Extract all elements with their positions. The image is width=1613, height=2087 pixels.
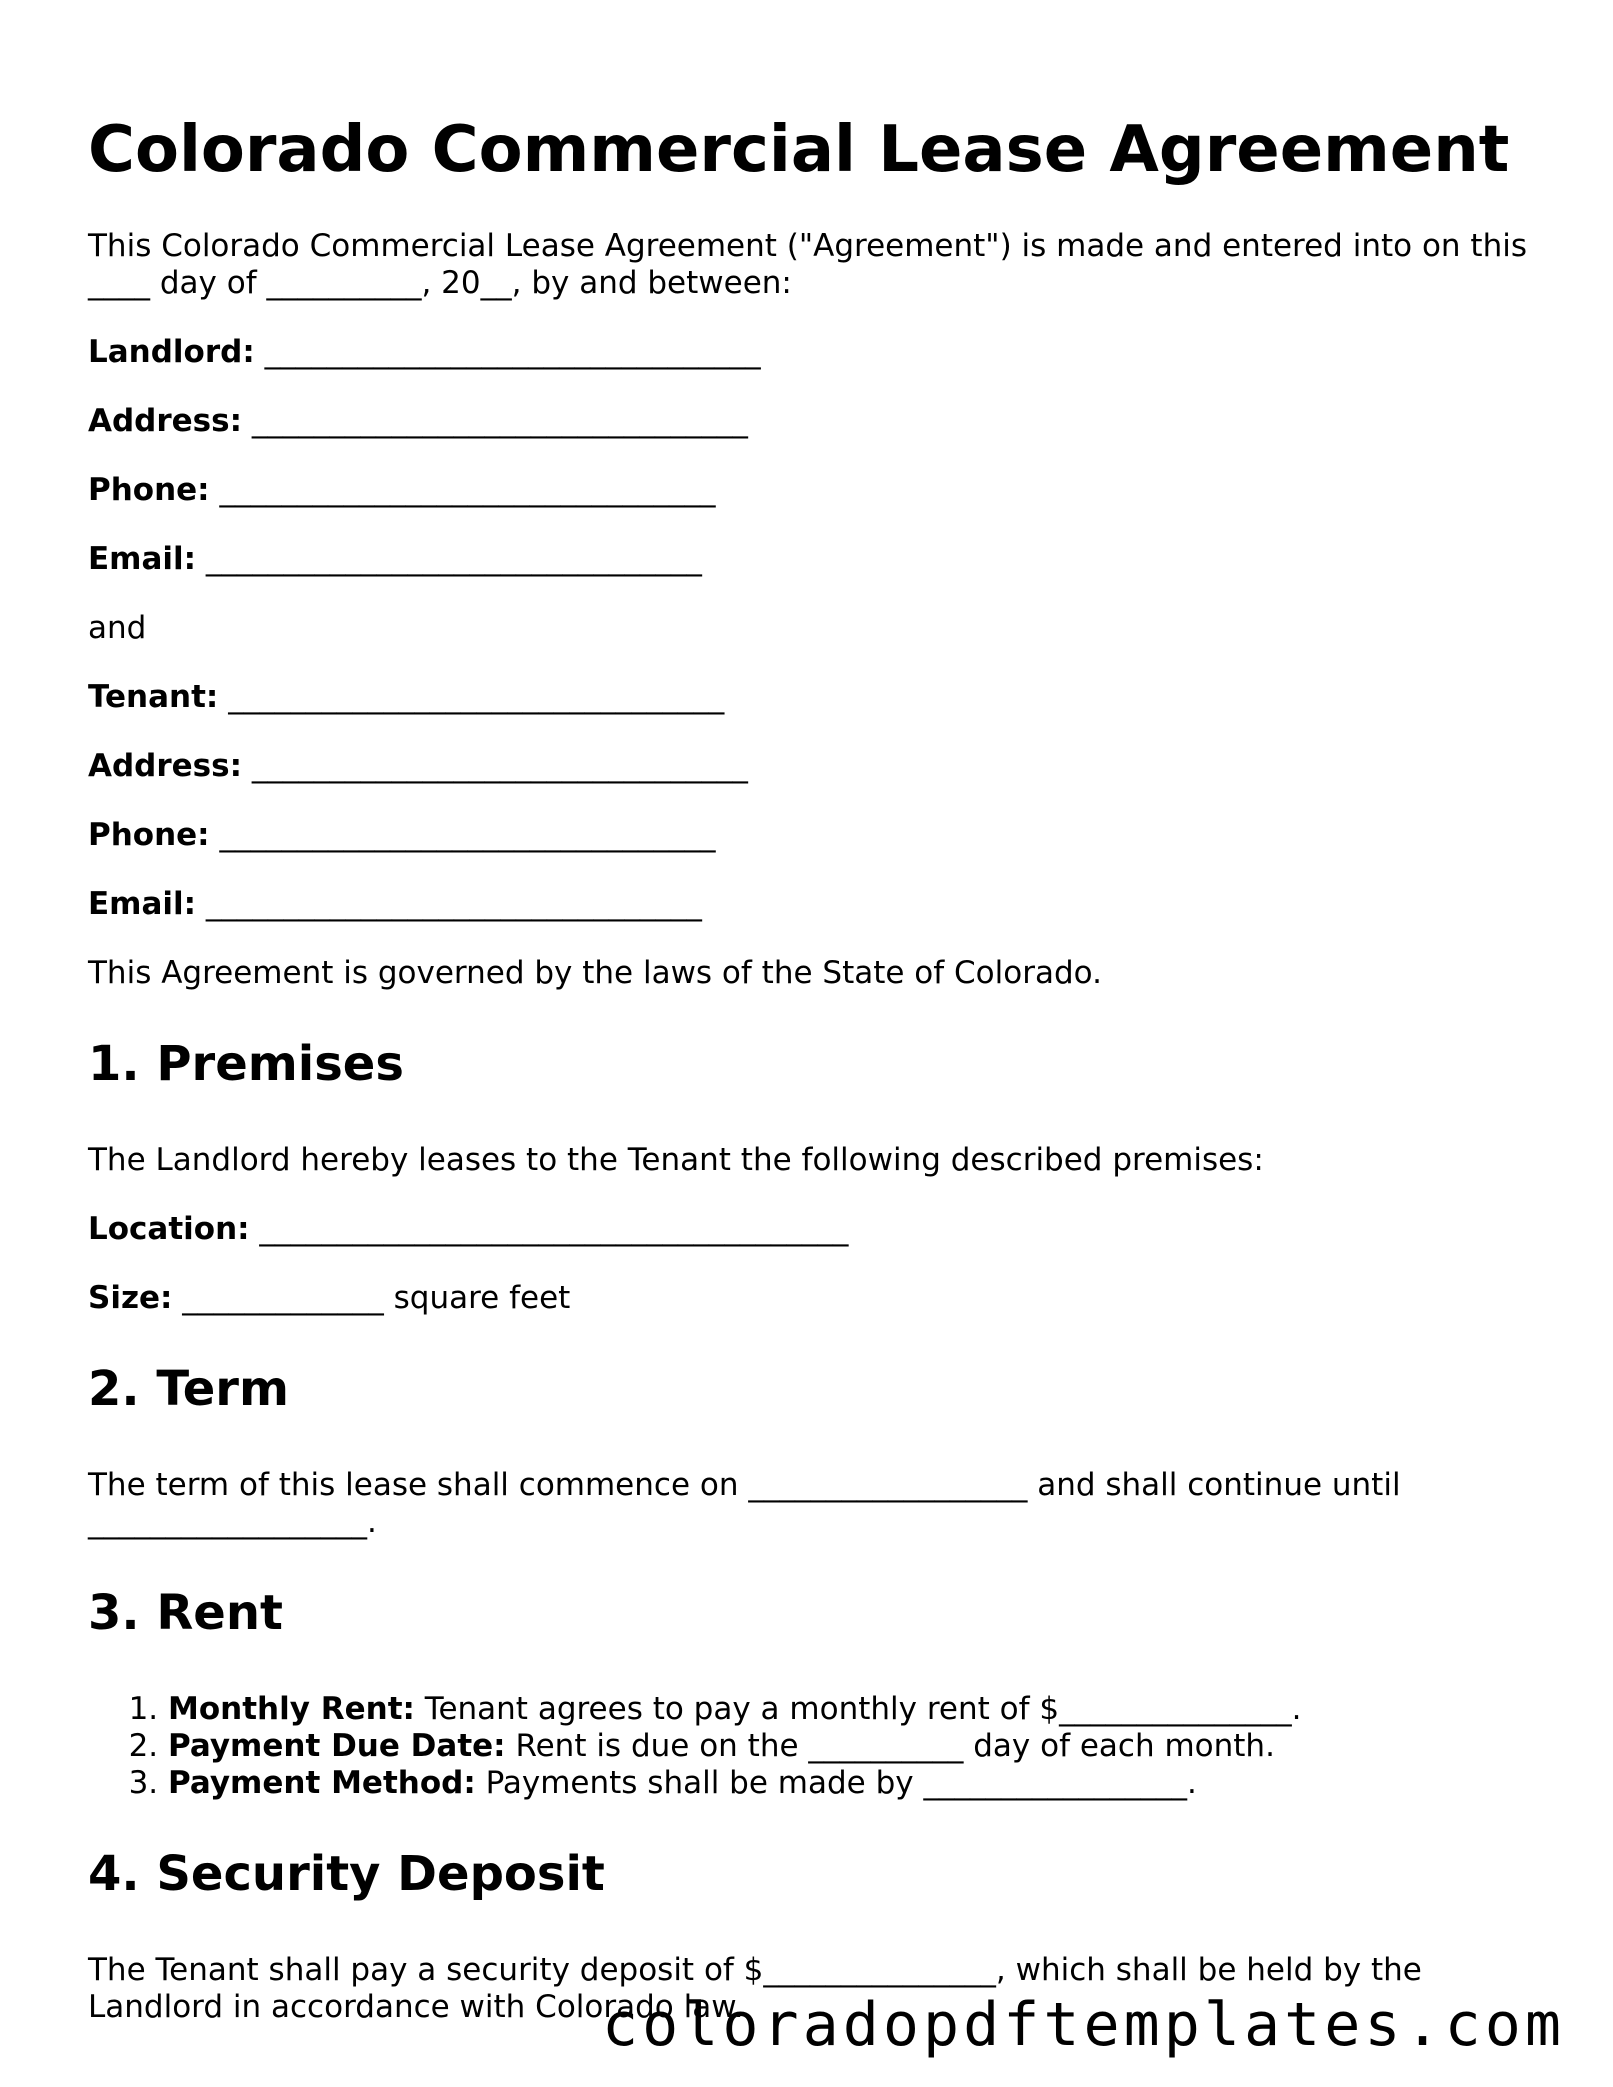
footer-watermark: coloradopdftemplates.com [602, 1990, 1565, 2060]
list-item [168, 1691, 1528, 1728]
field-label: Size: [88, 1280, 173, 1316]
intro-paragraph: This Colorado Commercial Lease Agreement ("Agreement") is made and entered into on this ____ day of __________, 20__, by and between: [88, 228, 1527, 301]
landlord-address-field [88, 403, 1528, 440]
tenant-email-field [88, 886, 1528, 923]
list-item-label: Monthly Rent: [168, 1691, 415, 1727]
section-heading-rent: 3. Rent [88, 1585, 283, 1641]
field-blank: ________________________________ [205, 541, 702, 577]
rent-list [88, 1691, 1528, 1802]
tenant-phone-field [88, 817, 1528, 854]
section-heading-premises: 1. Premises [88, 1036, 404, 1092]
field-blank: ________________________________ [251, 403, 748, 439]
list-item-label: Payment Method: [168, 1765, 476, 1801]
field-blank: ________________________________ [219, 817, 716, 853]
document-title: Colorado Commercial Lease Agreement [88, 113, 1510, 187]
list-item-label: Payment Due Date: [168, 1728, 506, 1764]
field-blank: ________________________________ [205, 886, 702, 922]
field-blank: ________________________________ [228, 679, 725, 715]
document-page [88, 110, 1528, 2026]
list-item [168, 1765, 1528, 1802]
list-item-text: Tenant agrees to pay a monthly rent of $_______________. [414, 1691, 1302, 1727]
field-blank: _____________ square feet [182, 1280, 571, 1316]
field-blank: ______________________________________ [259, 1211, 849, 1247]
term-text: The term of this lease shall commence on __________________ and shall continue until __________________. [88, 1467, 1401, 1540]
premises-location-field [88, 1211, 1528, 1248]
security-deposit-text: The Tenant shall pay a security deposit of $_______________, which shall be held by the Landlord in accordance with Colorado law. [88, 1952, 1422, 2025]
list-item-text: Payments shall be made by _________________. [475, 1765, 1197, 1801]
tenant-address-field [88, 748, 1528, 785]
section-heading-term: 2. Term [88, 1361, 289, 1417]
field-label: Phone: [88, 472, 210, 508]
field-label: Address: [88, 403, 242, 439]
section-heading-security-deposit: 4. Security Deposit [88, 1846, 605, 1902]
landlord-name-field [88, 334, 1528, 371]
landlord-email-field [88, 541, 1528, 578]
governing-law-text: This Agreement is governed by the laws of the State of Colorado. [88, 955, 1102, 991]
field-label: Email: [88, 886, 197, 922]
landlord-phone-field [88, 472, 1528, 509]
field-label: Tenant: [88, 679, 219, 715]
field-label: Phone: [88, 817, 210, 853]
list-item [168, 1728, 1528, 1765]
field-blank: ________________________________ [264, 334, 761, 370]
tenant-name-field [88, 679, 1528, 716]
field-blank: ________________________________ [251, 748, 748, 784]
field-blank: ________________________________ [219, 472, 716, 508]
and-text: and [88, 610, 147, 646]
field-label: Landlord: [88, 334, 255, 370]
premises-text: The Landlord hereby leases to the Tenant the following described premises: [88, 1142, 1264, 1178]
list-item-text: Rent is due on the __________ day of each month. [505, 1728, 1275, 1764]
field-label: Address: [88, 748, 242, 784]
premises-size-field [88, 1280, 1528, 1317]
field-label: Location: [88, 1211, 250, 1247]
field-label: Email: [88, 541, 197, 577]
